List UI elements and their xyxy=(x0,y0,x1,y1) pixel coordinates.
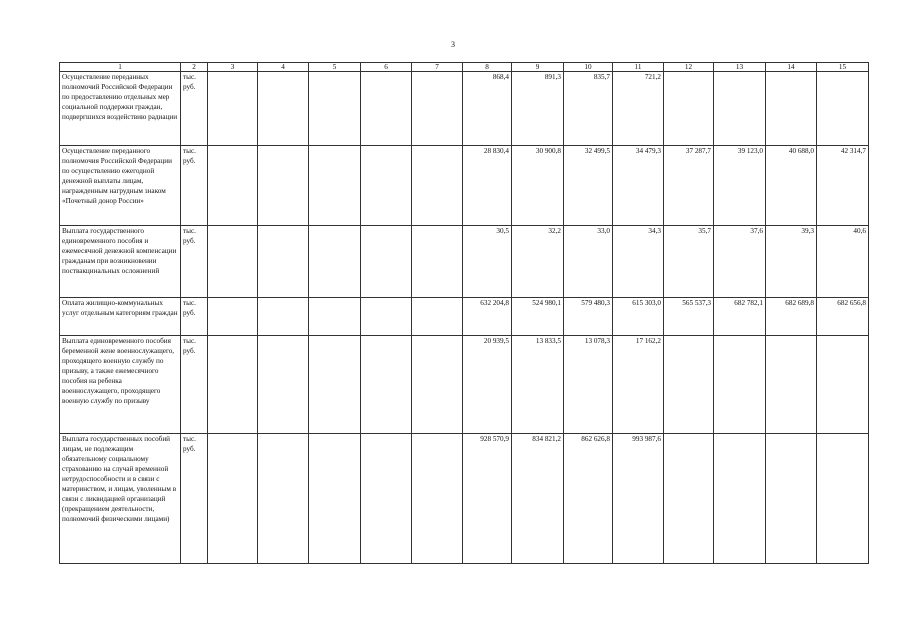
value-cell-col-12 xyxy=(664,72,714,146)
value-cell-col-11: 721,2 xyxy=(613,72,664,146)
value-cell-col-8: 28 830,4 xyxy=(463,146,512,226)
value-cell-col-12: 37 287,7 xyxy=(664,146,714,226)
row-unit: тыс. руб. xyxy=(181,298,208,336)
row-unit: тыс. руб. xyxy=(181,336,208,434)
value-cell-col-5 xyxy=(309,434,361,564)
row-name: Выплата государственных пособий лицам, не подлежащим обязательному социальному страхованию на случай временной нетрудоспособности и в связи с материнством, и лицам, уволенным в связи с ликвидацией организаций (прекращением деятельности, полномочий физическими лицами) xyxy=(60,434,181,564)
value-cell-col-10: 33,0 xyxy=(564,226,613,298)
value-cell-col-15 xyxy=(817,336,869,434)
value-cell-col-9: 32,2 xyxy=(512,226,564,298)
value-cell-col-3 xyxy=(208,336,258,434)
column-header-8: 8 xyxy=(463,63,512,72)
value-cell-col-4 xyxy=(258,146,309,226)
value-cell-col-9: 891,3 xyxy=(512,72,564,146)
value-cell-col-3 xyxy=(208,72,258,146)
value-cell-col-9: 524 980,1 xyxy=(512,298,564,336)
row-name: Осуществление переданных полномочий Российской Федерации по предоставлению отдельных мер социальной поддержки граждан, подвергшихся воздействию радиации xyxy=(60,72,181,146)
value-cell-col-14: 40 688,0 xyxy=(766,146,817,226)
value-cell-col-10: 32 499,5 xyxy=(564,146,613,226)
column-header-12: 12 xyxy=(664,63,714,72)
column-header-3: 3 xyxy=(208,63,258,72)
value-cell-col-10: 835,7 xyxy=(564,72,613,146)
header-row xyxy=(60,63,869,72)
value-cell-col-4 xyxy=(258,434,309,564)
column-header-10: 10 xyxy=(564,63,613,72)
value-cell-col-6 xyxy=(361,336,412,434)
value-cell-col-14: 39,3 xyxy=(766,226,817,298)
column-header-11: 11 xyxy=(613,63,664,72)
column-header-1: 1 xyxy=(60,63,181,72)
value-cell-col-8: 632 204,8 xyxy=(463,298,512,336)
value-cell-col-11: 34 479,3 xyxy=(613,146,664,226)
value-cell-col-4 xyxy=(258,298,309,336)
value-cell-col-6 xyxy=(361,72,412,146)
row-unit: тыс. руб. xyxy=(181,434,208,564)
value-cell-col-6 xyxy=(361,226,412,298)
value-cell-col-5 xyxy=(309,226,361,298)
value-cell-col-13: 37,6 xyxy=(714,226,766,298)
value-cell-col-13 xyxy=(714,336,766,434)
value-cell-col-14 xyxy=(766,434,817,564)
value-cell-col-4 xyxy=(258,72,309,146)
table-row xyxy=(60,226,869,298)
column-header-14: 14 xyxy=(766,63,817,72)
row-unit: тыс. руб. xyxy=(181,146,208,226)
value-cell-col-9: 13 833,5 xyxy=(512,336,564,434)
row-name: Выплата единовременного пособия беременной жене военнослужащего, проходящего военную службу по призыву, а также ежемесячного пособия на ребенка военнослужащего, проходящего военную службу по призыву xyxy=(60,336,181,434)
value-cell-col-6 xyxy=(361,146,412,226)
row-unit: тыс. руб. xyxy=(181,72,208,146)
value-cell-col-7 xyxy=(412,336,463,434)
row-name: Осуществление переданного полномочия Российской Федерации по осуществлению ежегодной денежной выплаты лицам, награжденным нагрудным знаком «Почетный донор России» xyxy=(60,146,181,226)
value-cell-col-14 xyxy=(766,72,817,146)
value-cell-col-14 xyxy=(766,336,817,434)
value-cell-col-6 xyxy=(361,434,412,564)
value-cell-col-15 xyxy=(817,434,869,564)
table-row xyxy=(60,72,869,146)
value-cell-col-11: 615 303,0 xyxy=(613,298,664,336)
value-cell-col-3 xyxy=(208,298,258,336)
value-cell-col-7 xyxy=(412,146,463,226)
row-name: Выплата государственного единовременного пособия и ежемесячной денежной компенсации гражданам при возникновении поствакцинальных осложнений xyxy=(60,226,181,298)
value-cell-col-4 xyxy=(258,336,309,434)
value-cell-col-13 xyxy=(714,434,766,564)
value-cell-col-12: 565 537,3 xyxy=(664,298,714,336)
value-cell-col-11: 993 987,6 xyxy=(613,434,664,564)
value-cell-col-7 xyxy=(412,434,463,564)
row-name: Оплата жилищно-коммунальных услуг отдельным категориям граждан xyxy=(60,298,181,336)
value-cell-col-7 xyxy=(412,298,463,336)
value-cell-col-15: 682 656,8 xyxy=(817,298,869,336)
value-cell-col-4 xyxy=(258,226,309,298)
column-header-5: 5 xyxy=(309,63,361,72)
value-cell-col-10: 579 480,3 xyxy=(564,298,613,336)
row-unit: тыс. руб. xyxy=(181,226,208,298)
value-cell-col-5 xyxy=(309,72,361,146)
column-header-15: 15 xyxy=(817,63,869,72)
value-cell-col-3 xyxy=(208,226,258,298)
value-cell-col-12: 35,7 xyxy=(664,226,714,298)
value-cell-col-13 xyxy=(714,72,766,146)
column-header-6: 6 xyxy=(361,63,412,72)
table-row xyxy=(60,434,869,564)
page-number: 3 xyxy=(451,40,455,49)
column-header-7: 7 xyxy=(412,63,463,72)
value-cell-col-13: 682 782,1 xyxy=(714,298,766,336)
column-header-13: 13 xyxy=(714,63,766,72)
column-header-4: 4 xyxy=(258,63,309,72)
column-header-9: 9 xyxy=(512,63,564,72)
value-cell-col-12 xyxy=(664,434,714,564)
value-cell-col-10: 862 626,8 xyxy=(564,434,613,564)
value-cell-col-6 xyxy=(361,298,412,336)
value-cell-col-8: 20 939,5 xyxy=(463,336,512,434)
value-cell-col-11: 34,3 xyxy=(613,226,664,298)
value-cell-col-5 xyxy=(309,146,361,226)
value-cell-col-15: 42 314,7 xyxy=(817,146,869,226)
value-cell-col-9: 834 821,2 xyxy=(512,434,564,564)
value-cell-col-7 xyxy=(412,226,463,298)
value-cell-col-13: 39 123,0 xyxy=(714,146,766,226)
budget-table xyxy=(59,62,869,564)
value-cell-col-15: 40,6 xyxy=(817,226,869,298)
value-cell-col-5 xyxy=(309,298,361,336)
table-row xyxy=(60,298,869,336)
value-cell-col-9: 30 900,8 xyxy=(512,146,564,226)
value-cell-col-14: 682 689,8 xyxy=(766,298,817,336)
value-cell-col-3 xyxy=(208,434,258,564)
table-row xyxy=(60,146,869,226)
value-cell-col-8: 30,5 xyxy=(463,226,512,298)
value-cell-col-10: 13 078,3 xyxy=(564,336,613,434)
value-cell-col-5 xyxy=(309,336,361,434)
value-cell-col-3 xyxy=(208,146,258,226)
column-header-2: 2 xyxy=(181,63,208,72)
table-row xyxy=(60,336,869,434)
value-cell-col-7 xyxy=(412,72,463,146)
value-cell-col-15 xyxy=(817,72,869,146)
value-cell-col-12 xyxy=(664,336,714,434)
value-cell-col-8: 868,4 xyxy=(463,72,512,146)
value-cell-col-8: 928 570,9 xyxy=(463,434,512,564)
value-cell-col-11: 17 162,2 xyxy=(613,336,664,434)
